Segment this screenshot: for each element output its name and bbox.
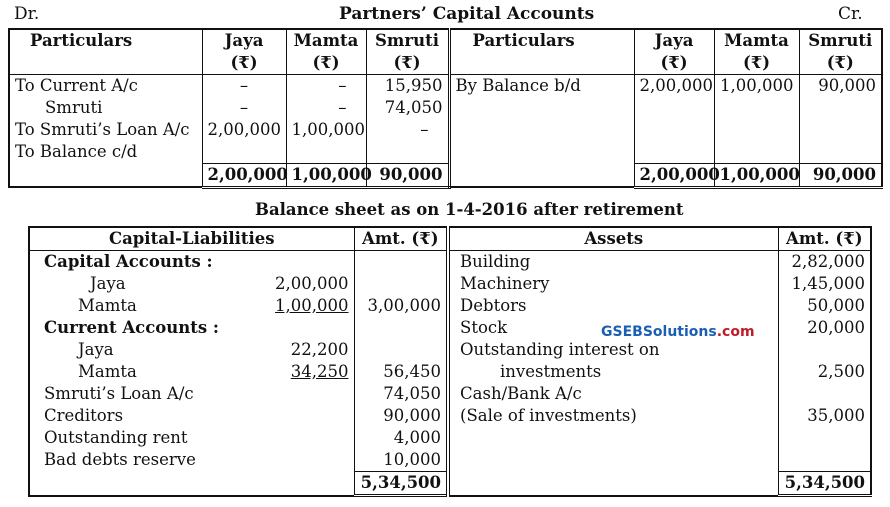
left-row-label: To Balance c/d: [15, 142, 138, 161]
right-smruti-cell: 90,000: [818, 76, 876, 95]
capital-body-row: [9, 75, 882, 164]
left-row-label: To Current A/c: [15, 76, 138, 95]
assets-amt-header: Amt. (₹): [786, 229, 863, 248]
right-row-label: By Balance b/d: [455, 76, 581, 95]
col-particulars-left: Particulars: [9, 29, 202, 75]
right-jaya-cell: 2,00,000: [634, 75, 714, 164]
balance-total-row: [29, 472, 871, 496]
left-mamta-cell: – – 1,00,000: [286, 75, 366, 164]
assets-header: Assets: [448, 227, 778, 251]
left-smruti-cell: 15,950 74,050 –: [366, 75, 449, 164]
right-total-jaya: 2,00,000: [634, 163, 714, 187]
balance-sheet-title: Balance sheet as on 1-4-2016 after retirement: [255, 200, 684, 219]
left-row-label: Smruti: [45, 98, 103, 117]
balance-sheet-table: [28, 226, 872, 497]
liabilities-header: Capital-Liabilities: [29, 227, 354, 251]
col-smruti-right: Smruti (₹): [808, 31, 873, 72]
left-particulars-cell: [9, 75, 202, 164]
dr-label: Dr.: [14, 4, 40, 24]
right-total-smruti: 90,000: [799, 163, 882, 187]
left-total-smruti: 90,000: [366, 163, 449, 187]
left-jaya-cell: – – 2,00,000: [202, 75, 286, 164]
capital-total-row: [9, 163, 882, 187]
left-total-mamta: 1,00,000: [286, 163, 366, 187]
liabilities-subamounts: 2,00,000 1,00,000 22,200 34,250: [259, 251, 354, 472]
liabilities-labels: Capital Accounts : Jaya Mamta Current Accounts : Jaya Mamta Smruti’s Loan A/c Creditors Outstanding rent Bad debts reserve: [44, 252, 220, 469]
col-jaya-left: Jaya (₹): [202, 29, 286, 75]
left-row-label: To Smruti’s Loan A/c: [15, 120, 190, 139]
left-total-jaya: 2,00,000: [202, 163, 286, 187]
liabilities-amt-header: Amt. (₹): [354, 227, 448, 251]
capital-accounts-title: Partners’ Capital Accounts: [339, 4, 595, 24]
right-total-mamta: 1,00,000: [714, 163, 799, 187]
col-particulars-right: Particulars: [449, 29, 634, 75]
capital-header-row: [9, 29, 882, 75]
capital-accounts-table: [8, 28, 883, 189]
cr-label: Cr.: [838, 4, 863, 24]
balance-body-row: [29, 251, 871, 472]
col-jaya-right: Jaya (₹): [634, 29, 714, 75]
liabilities-total: 5,34,500: [354, 472, 448, 496]
liabilities-amounts: 3,00,000 56,450 74,050 90,000 4,000 10,000: [354, 251, 448, 472]
right-mamta-cell: 1,00,000: [714, 75, 799, 164]
col-mamta-right: Mamta (₹): [714, 29, 799, 75]
balance-header-row: [29, 227, 871, 251]
assets-total: 5,34,500: [778, 472, 871, 496]
gseb-watermark: GSEBSolutions.com: [601, 324, 755, 340]
col-smruti-left: Smruti (₹): [366, 29, 449, 75]
right-particulars-cell: [449, 75, 634, 164]
col-mamta-left: Mamta (₹): [286, 29, 366, 75]
assets-labels: Building Machinery Debtors Stock Outstanding interest on investments Cash/Bank A/c (Sale of investments) GSEBSolutions.com: [448, 251, 778, 472]
assets-amounts: 2,82,000 1,45,000 50,000 20,000 2,500 35,000: [791, 252, 866, 425]
